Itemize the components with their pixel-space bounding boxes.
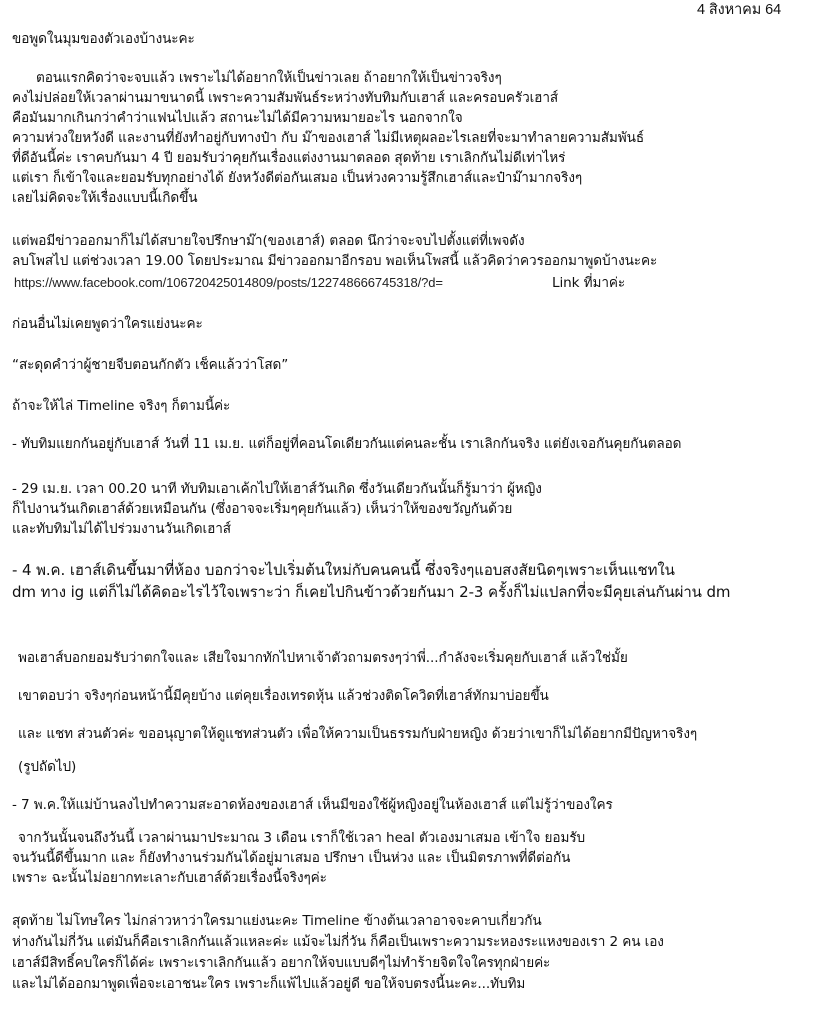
timeline-item: ก็ไปงานวันเกิดเฮาส์ด้วยเหมือนกัน (ซึ่งอาจจะเริ่มๆคุยกันแล้ว) เห็นว่าให้ของขวัญกันด้วย xyxy=(12,501,513,517)
timeline-item: - 4 พ.ค. เฮาส์เดินขึ้นมาที่ห้อง บอกว่าจะไปเริ่มต้นใหม่กับคนคนนี้ ซึ่งจริงๆแอบสงสัยนิดๆเพราะเห็นแชทใน xyxy=(12,561,675,579)
conversation-line: พอเฮาส์บอกยอมรับว่าตกใจและ เสียใจมากทักไปหาเจ้าตัวถามตรงๆว่าพี่...กำลังจะเริ่มคุยกับเฮาส์ แล้วใช่มั้ย xyxy=(18,650,628,666)
paragraph-line: ที่ดีอันนี้ค่ะ เราคบกันมา 4 ปี ยอมรับว่าคุยกันเรื่องแต่งงานมาตลอด สุดท้าย เราเลิกกันไม่ดีเท่าไหร่ xyxy=(12,150,566,166)
paragraph-line: คงไม่ปล่อยให้เวลาผ่านมาขนาดนี้ เพราะความสัมพันธ์ระหว่างทับทิมกับเฮาส์ และครอบครัวเฮาส์ xyxy=(12,90,559,106)
conversation-line: และ แชท ส่วนตัวค่ะ ขออนุญาตให้ดูแชทส่วนตัว เพื่อให้ความเป็นธรรมกับฝ่ายหญิง ด้วยว่าเขาก็ไม่ได้อยากมีปัญหาจริงๆ xyxy=(18,726,698,742)
paragraph-line: เลยไม่คิดจะให้เรื่องแบบนี้เกิดขึ้น xyxy=(12,190,198,206)
timeline-item: - 7 พ.ค.ให้แม่บ้านลงไปทำความสะอาดห้องของเฮาส์ เห็นมีของใช้ผู้หญิงอยู่ในห้องเฮาส์ แต่ไม่รู้ว่าของใคร xyxy=(12,797,613,813)
date-label: 4 สิงหาคม 64 xyxy=(697,2,782,18)
paragraph-line: จากวันนั้นจนถึงวันนี้ เวลาผ่านมาประมาณ 3 เดือน เราก็ใช้เวลา heal ตัวเองมาเสมอ เข้าใจ ยอมรับ xyxy=(18,830,586,846)
paragraph-line: เพราะ ฉะนั้นไม่อยากทะเลาะกับเฮาส์ด้วยเรื่องนี้จริงๆค่ะ xyxy=(12,870,327,886)
paragraph-line: ความห่วงใยหวังดี และงานที่ยังทำอยู่กับทางป๋า กับ ม๊าของเฮาส์ ไม่มีเหตุผลอะไรเลยที่จะมาทำลายความสัมพันธ์ xyxy=(12,130,645,146)
paragraph-line: สุดท้าย ไม่โทษใคร ไม่กล่าวหาว่าใครมาแย่งนะคะ Timeline ข้างต้นเวลาอาจจะคาบเกี่ยวกัน xyxy=(12,913,542,929)
next-image-note: (รูปถัดไป) xyxy=(18,759,77,775)
paragraph-line: คือมันมากเกินกว่าคำว่าแฟนไปแล้ว สถานะไม่ได้มีความหมายอะไร นอกจากใจ xyxy=(12,110,463,126)
paragraph-line: จนวันนี้ดีขึ้นมาก และ ก็ยังทำงานร่วมกันได้อยู่มาเสมอ ปรึกษา เป็นห่วง และ เป็นมิตรภาพที่ดีต่อกัน xyxy=(12,850,571,866)
paragraph-line: และไม่ได้ออกมาพูดเพื่อจะเอาชนะใคร เพราะก็แพ้ไปแล้วอยู่ดี ขอให้จบตรงนี้นะคะ...ทับทิม xyxy=(12,976,526,992)
source-link-label: Link ที่มาค่ะ xyxy=(552,275,626,291)
paragraph-line: แต่พอมีข่าวออกมาก็ไม่ได้สบายใจปรึกษาม๊า(ของเฮาส์) ตลอด นึกว่าจะจบไปตั้งแต่ที่เพจดัง xyxy=(12,233,525,249)
paragraph-line: ลบโพสไป แต่ช่วงเวลา 19.00 โดยประมาณ มีข่าวออกมาอีกรอบ พอเห็นโพสนี้ แล้วคิดว่าควรออกมาพูดบ้างนะคะ xyxy=(12,253,658,269)
timeline-item: - ทับทิมแยกกันอยู่กับเฮาส์ วันที่ 11 เม.ย. แต่ก็อยู่ที่คอนโดเดียวกันแต่คนละชั้น เราเลิกกันจริง แต่ยังเจอกันคุยกันตลอด xyxy=(12,436,682,452)
timeline-intro: ถ้าจะให้ไล่ Timeline จริงๆ ก็ตามนี้ค่ะ xyxy=(12,398,231,414)
conversation-line: เขาตอบว่า จริงๆก่อนหน้านี้มีคุยบ้าง แต่คุยเรื่องเทรดหุ้น แล้วช่วงติดโควิดที่เฮาส์ทักมาบ่อยขึ้น xyxy=(18,688,549,704)
timeline-item: dm ทาง ig แต่ก็ไม่ได้คิดอะไรไว้ใจเพราะว่า ก็เคยไปกินข้าวด้วยกันมา 2-3 ครั้งก็ไม่แปลกที่จะมีคุยเล่นกันผ่าน dm xyxy=(12,583,731,601)
paragraph-line: ห่างกันไม่กี่วัน แต่มันก็คือเราเลิกกันแล้วแหละค่ะ แม้จะไม่กี่วัน ก็คือเป็นเพราะความระหองระแหงของเรา 2 คน เอง xyxy=(12,934,664,950)
heading: ขอพูดในมุมของตัวเองบ้างนะคะ xyxy=(12,31,195,47)
quote-line: “สะดุดคำว่าผู้ชายจีบตอนกักตัว เช็คแล้วว่าโสด” xyxy=(12,357,289,373)
statement-line: ก่อนอื่นไม่เคยพูดว่าใครแย่งนะคะ xyxy=(12,316,203,332)
timeline-item: และทับทิมไม่ได้ไปร่วมงานวันเกิดเฮาส์ xyxy=(12,521,231,537)
paragraph-line: เฮาส์มีสิทธิ์คบใครก็ได้ค่ะ เพราะเราเลิกกันแล้ว อยากให้จบแบบดีๆไม่ทำร้ายจิตใจใครทุกฝ่ายค่ะ xyxy=(12,955,551,971)
paragraph-line: ตอนแรกคิดว่าจะจบแล้ว เพราะไม่ได้อยากให้เป็นข่าวเลย ถ้าอยากให้เป็นข่าวจริงๆ xyxy=(36,70,502,86)
paragraph-line: แต่เรา ก็เข้าใจและยอมรับทุกอย่างได้ ยังหวังดีต่อกันเสมอ เป็นห่วงความรู้สึกเฮาส์และป๋าม๊ามากจริงๆ xyxy=(12,170,583,186)
source-link-url[interactable]: https://www.facebook.com/106720425014809/posts/122748666745318/?d= xyxy=(14,275,443,290)
timeline-item: - 29 เม.ย. เวลา 00.20 นาที ทับทิมเอาเค้กไปให้เฮาส์วันเกิด ซึ่งวันเดียวกันนั้นก็รู้มาว่า ผู้หญิง xyxy=(12,481,542,497)
